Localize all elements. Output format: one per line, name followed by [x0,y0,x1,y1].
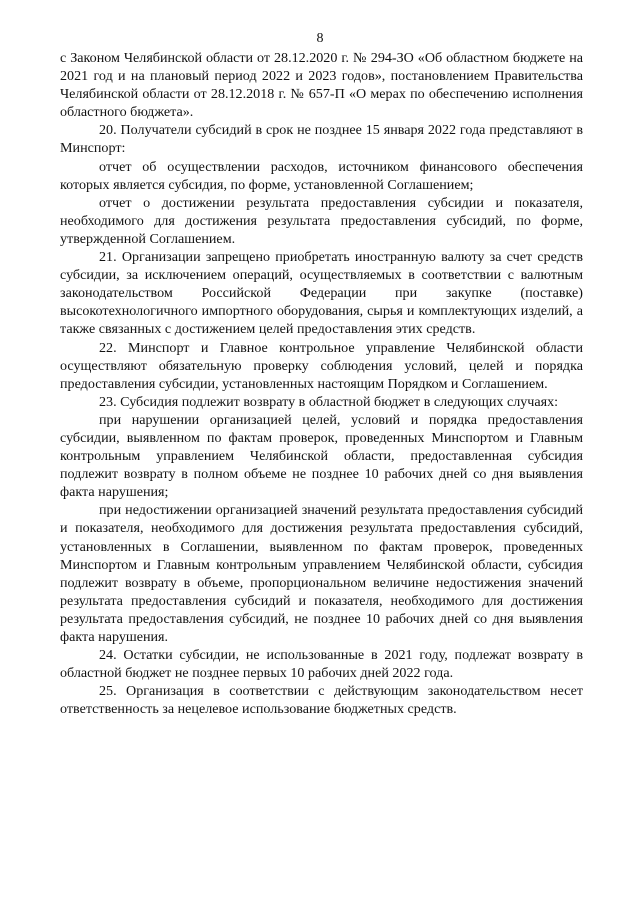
paragraph-continuation: с Законом Челябинской области от 28.12.2020 г. № 294-ЗО «Об областном бюджете на 2021 год и на плановый период 2022 и 2023 годов», постановлением Правительства Челябинской области от 28.12.2018 г. № 657-П «О мерах по обеспечению исполнения областного бюджета». [60,50,583,121]
paragraph-25: 25. Организация в соответствии с действующим законодательством несет ответственность за нецелевое использование бюджетных средств. [60,683,583,718]
paragraph-23: 23. Субсидия подлежит возврату в областной бюджет в следующих случаях: [99,393,559,410]
document-body [60,49,583,718]
paragraph-21: 21. Организации запрещено приобретать иностранную валюту за счет средств субсидии, за исключением операций, осуществляемых в соответствии с валютным законодательством Российской Федерации при закупке (поставке) высокотехнологичного импортного оборудования, сырья и комплектующих изделий, а также связанных с достижением целей предоставления этих средств. [60,249,583,338]
paragraph-20: 20. Получатели субсидий в срок не позднее 15 января 2022 года представляют в Минспорт: [60,122,583,157]
paragraph-22: 22. Минспорт и Главное контрольное управление Челябинской области осуществляют обязательную проверку соблюдения условий, целей и порядка предоставления субсидии, установленных настоящим Порядком и Соглашением. [60,339,583,392]
paragraph-23-underachievement-case: при недостижении организацией значений результата предоставления субсидий и показателя, необходимого для достижения результата предоставления субсидий, установленных в Соглашении, выявленном по фактам проверок, проведенных Минспортом и Главным контрольным управлением Челябинской области, субсидия подлежит возврату в объеме, пропорциональном величине недостижения значений результата предоставления субсидий и показателя, необходимого для достижения результата предоставления субсидий, не позднее 10 рабочих дней со дня выявления факта нарушения. [60,502,583,645]
page-number: 8 [316,31,324,46]
paragraph-24: 24. Остатки субсидии, не использованные в 2021 году, подлежат возврату в областной бюджет не позднее первых 10 рабочих дней 2022 года. [60,647,583,682]
paragraph-23-violation-case: при нарушении организацией целей, условий и порядка предоставления субсидии, выявленном по фактам проверок, проведенных Минспортом и Главным контрольным управлением Челябинской области, предоставленная субсидия подлежит возврату в полном объеме не позднее 10 рабочих дней со дня выявления факта нарушения; [60,411,583,501]
paragraph-20-expense-report: отчет об осуществлении расходов, источником финансового обеспечения которых является субсидия, по форме, установленной Соглашением; [60,158,583,193]
paragraph-20-result-report: отчет о достижении результата предоставления субсидии и показателя, необходимого для достижения результата предоставления субсидий, по форме, утвержденной Соглашением. [60,194,583,247]
